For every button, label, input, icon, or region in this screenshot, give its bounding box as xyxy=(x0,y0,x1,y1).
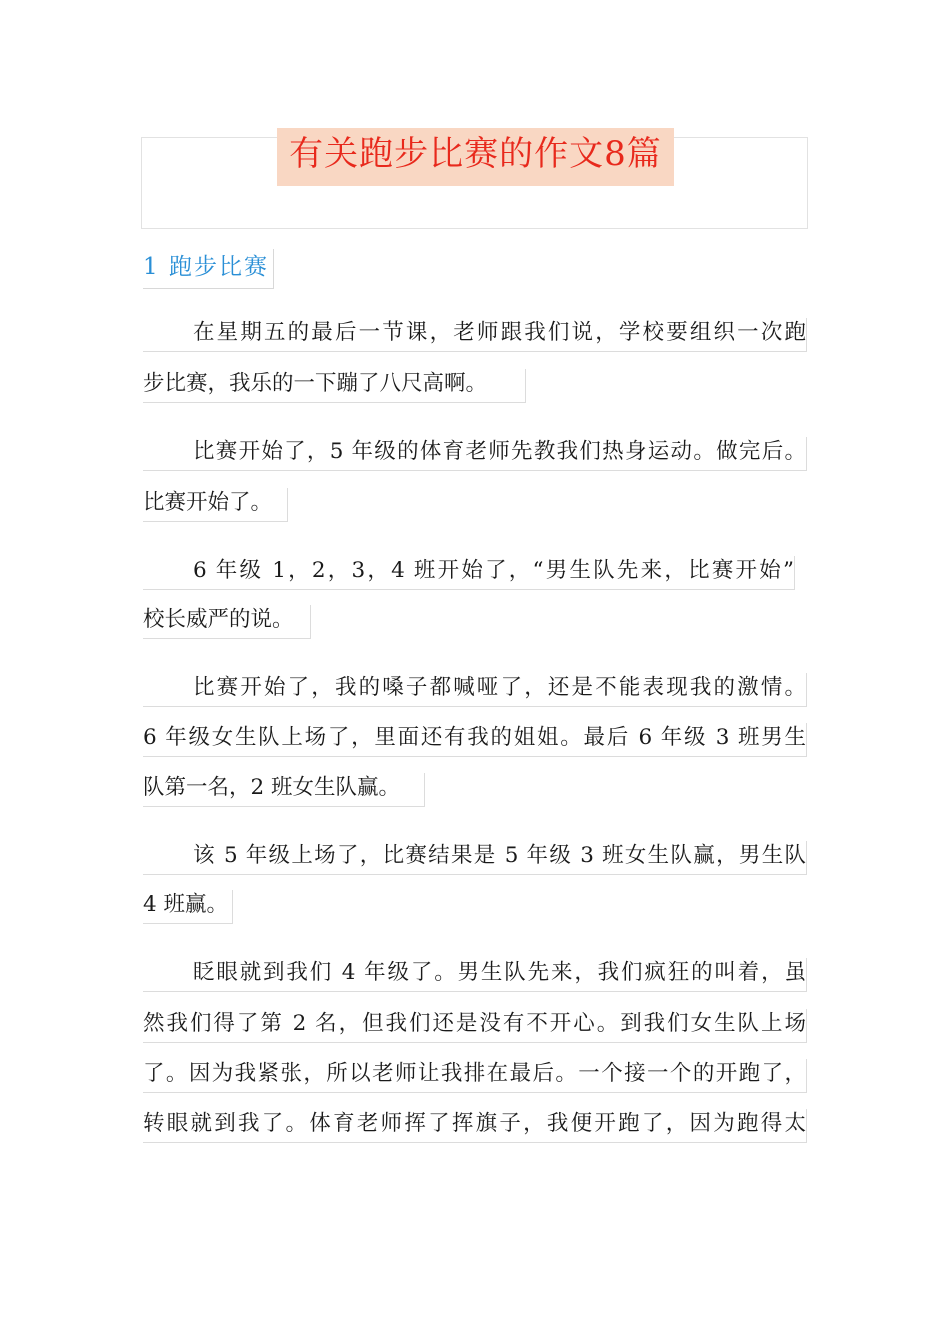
paragraph-6-line-1: 眨眼就到我们 4 年级了。男生队先来，我们疯狂的叫着，虽 xyxy=(143,958,807,992)
paragraph-5-line-2: 4 班赢。 xyxy=(143,890,233,924)
paragraph-4-line-3: 队第一名，2 班女生队赢。 xyxy=(143,773,425,807)
paragraph-2-line-1: 比赛开始了，5 年级的体育老师先教我们热身运动。做完后。 xyxy=(143,437,807,471)
document-title: 有关跑步比赛的作文8篇 xyxy=(277,128,674,186)
paragraph-3-line-2: 校长威严的说。 xyxy=(143,605,311,639)
paragraph-2-line-2: 比赛开始了。 xyxy=(143,488,288,522)
paragraph-3-line-1: 6 年级 1，2，3，4 班开始了，“男生队先来，比赛开始” xyxy=(143,556,795,590)
paragraph-1-line-1: 在星期五的最后一节课，老师跟我们说，学校要组织一次跑 xyxy=(143,318,807,352)
paragraph-1-line-2: 步比赛，我乐的一下蹦了八尺高啊。 xyxy=(143,369,526,403)
section-heading: 1 跑步比赛 xyxy=(143,249,274,289)
paragraph-5-line-1: 该 5 年级上场了，比赛结果是 5 年级 3 班女生队赢，男生队 xyxy=(143,841,807,875)
paragraph-4-line-1: 比赛开始了，我的嗓子都喊哑了，还是不能表现我的激情。 xyxy=(143,673,807,707)
paragraph-6-line-4: 转眼就到我了。体育老师挥了挥旗子，我便开跑了，因为跑得太 xyxy=(143,1109,807,1143)
paragraph-6-line-3: 了。因为我紧张，所以老师让我排在最后。一个接一个的开跑了， xyxy=(143,1059,807,1093)
paragraph-6-line-2: 然我们得了第 2 名，但我们还是没有不开心。到我们女生队上场 xyxy=(143,1009,807,1043)
paragraph-4-line-2: 6 年级女生队上场了，里面还有我的姐姐。最后 6 年级 3 班男生 xyxy=(143,723,807,757)
